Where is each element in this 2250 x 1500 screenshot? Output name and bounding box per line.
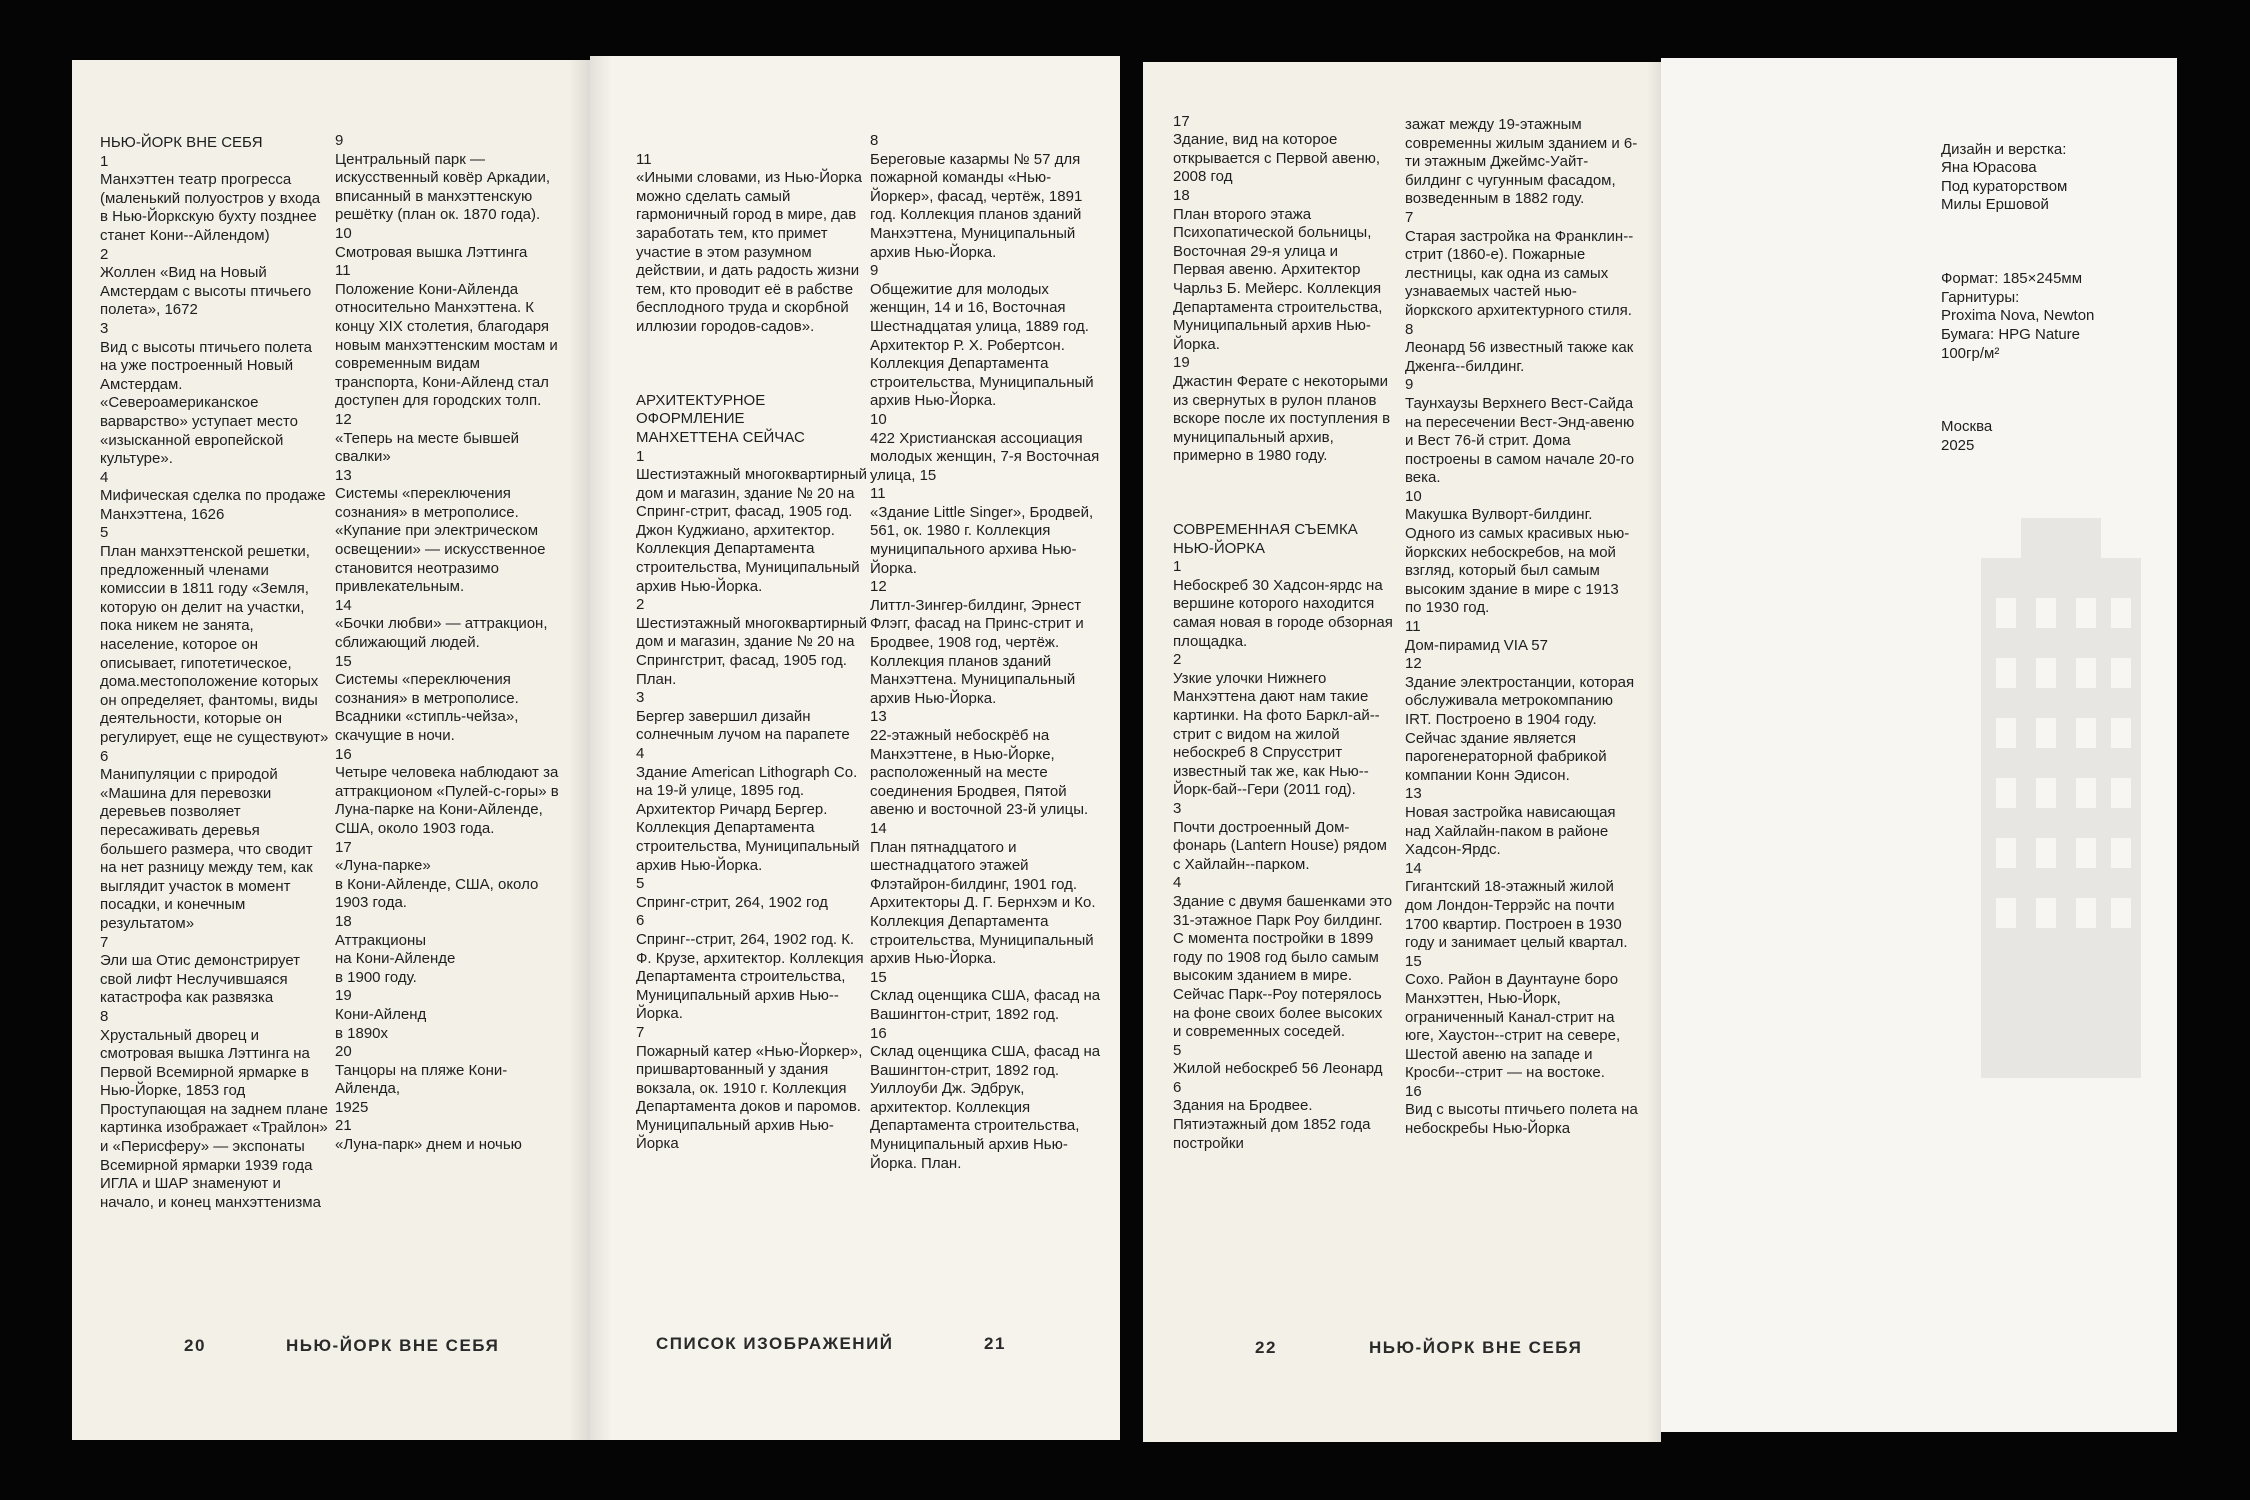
- faded-building-image: [1961, 518, 2161, 1078]
- colophon-design: Дизайн и верстка: Яна Юрасова Под кураторством Милы Ершовой: [1941, 140, 2068, 214]
- colophon-text: [1941, 122, 2161, 474]
- page-22-captions: 17 Здание, вид на которое открывается с Первой авеню, 2008 год 18 План второго этажа Психопатической больницы, Восточная 29-я улица и Первая авеню. Архитектор Чарльз Б. Мейерс. Коллекция Департамента строительства, Муниципальный архив Нью-Йорка. 19 Джастин Ферате с некоторыми из свернутых в рулон планов вскоре после их поступления в муниципальный архив, примерно в 1980 году.: [1173, 112, 1391, 465]
- page-22-column-1: [1173, 94, 1393, 1172]
- page-21: [590, 56, 1120, 1440]
- running-title-21: СПИСОК ИЗОБРАЖЕНИЙ: [656, 1334, 894, 1353]
- page-22-column-2: зажат между 19-этажным современны жилым зданием и 6-ти этажным Джеймс-Уайт-билдинг с чугунным фасадом, возведенным в 1882 году. 7 Старая застройка на Франклин--стрит (1860-е). Пожарные лестницы, как одна из самых узнаваемых частей нью-йоркского архитектурного стиля. 8 Леонард 56 известный также как Дженга--билдинг. 9 Таунхаузы Верхнего Вест-Сайда на пересечении Вест-Энд-авеню и Вест 76-й стрит. Дома построены в самом начале 20-го века. 10 Макушка Вулворт-билдинг. Одного из самых красивых нью-йоркских небоскребов, на мой взгляд, который был самым высоким здание в мире с 1913 по 1930 год. 11 Дом-пирамид VIA 57 12 Здание электростанции, которая обслуживала метрокомпанию IRT. Построено в 1904 году. Сейчас здание является парогенераторной фабрикой компании Конн Эдисон. 13 Новая застройка нависающая над Хайлайн-паком в районе Хадсон-Ярдс. 14 Гигантский 18-этажный жилой дом Лондон-Террэйс на почти 1700 квартир. Построен в 1930 году и занимает целый квартал. 15 Сохо. Район в Даунтауне боро Манхэттен, Нью-Йорк, ограниченный Канал-стрит на юге, Хаустон--стрит на севере, Шестой авеню на западе и Кросби--стрит — на востоке. 16 Вид с высоты птичьего полета на небоскребы Нью-Йорка: [1405, 116, 1638, 1138]
- page-number-20: 20: [184, 1336, 206, 1355]
- page-20: [72, 60, 590, 1440]
- colophon-specs: Формат: 185×245мм Гарнитуры: Proxima Nova, Newton Бумага: HPG Nature 100гр/м²: [1941, 270, 2095, 362]
- running-title-22: НЬЮ-ЙОРК ВНЕ СЕБЯ: [1369, 1338, 1583, 1357]
- running-title-20: НЬЮ-ЙОРК ВНЕ СЕБЯ: [286, 1336, 500, 1355]
- page-number-22: 22: [1255, 1338, 1277, 1357]
- page-20-column-2: 9 Центральный парк — искусственный ковёр Аркадии, вписанный в манхэттенскую решётку (план ок. 1870 года). 10 Смотровая вышка Лэттинга 11 Положение Кони-Айленда относительно Манхэттена. К концу XIX столетия, благодаря новым манхэттенским мостам и современным видам транспорта, Кони-Айленд стал доступен для городских толп. 12 «Теперь на месте бывшей свалки» 13 Системы «переключения сознания» в метрополисе. «Купание при электрическом освещении» — искусственное становится неотразимо привлекательным. 14 «Бочки любви» — аттракцион, сближающий людей. 15 Системы «переключения сознания» в метрополисе. Всадники «стипль-чейза», скачущие в ночи. 16 Четыре человека наблюдают за аттракционом «Пулей-с-горы» в Луна-парке на Кони-Айленде, США, около 1903 года. 17 «Луна-парке» в Кони-Айленде, США, около 1903 года. 18 Аттракционы на Кони-Айленде в 1900 году. 19 Кони-Айленд в 1890х 20 Танцоры на пляже Кони-Айленда, 1925 21 «Луна-парк» днем и ночью: [335, 132, 559, 1154]
- page-21-quote: 11 «Иными словами, из Нью-Йорка можно сделать самый гармоничный город в мире, дав заработать тем, кто примет участие в этом разумном действии, и дать радость жизни тем, кто проводит её в рабстве бесплодного труда и скорбной иллюзии городов-садов».: [636, 150, 862, 335]
- page-21-architecture-section: АРХИТЕКТУРНОЕ ОФОРМЛЕНИЕ МАНХЕТТЕНА СЕЙЧАС 1 Шестиэтажный многоквартирный дом и магазин, здание № 20 на Спринг-стрит, фасад, 1905 год. Джон Куджиано, архитектор. Коллекция Департамента строительства, Муниципальный архив Нью-Йорка. 2 Шестиэтажный многоквартирный дом и магазин, здание № 20 на Спрингстрит, фасад, 1905 год. План. 3 Бергер завершил дизайн солнечным лучом на парапете 4 Здание American Lithograph Co. на 19-й улице, 1895 год. Архитектор Ричард Бергер. Коллекция Департамента строительства, Муниципальный архив Нью-Йорка. 5 Спринг-стрит, 264, 1902 год 6 Спринг--стрит, 264, 1902 год. К. Ф. Крузе, архитектор. Коллекция Департамента строительства, Муниципальный архив Нью--Йорка. 7 Пожарный катер «Нью-Йоркер», пришвартованный у здания вокзала, ок. 1910 г. Коллекция Департамента доков и паромов. Муниципальный архив Нью-Йорка: [636, 391, 868, 1153]
- page-21-column-1: [636, 132, 868, 1173]
- section-gap: [1941, 234, 2161, 252]
- colophon-place: Москва 2025: [1941, 418, 1993, 454]
- page-21-column-2: 8 Береговые казармы № 57 для пожарной команды «Нью-Йоркер», фасад, чертёж, 1891 год. Коллекция планов зданий Манхэттена, Муниципальный архив Нью-Йорка. 9 Общежитие для молодых женщин, 14 и 16, Восточная Шестнадцатая улица, 1889 год. Архитектор Р. Х. Робертсон. Коллекция Департамента строительства, Муниципальный архив Нью-Йорка. 10 422 Христианская ассоциация молодых женщин, 7-я Восточная улица, 15 11 «Здание Little Singer», Бродвей, 561, ок. 1980 г. Коллекция муниципального архива Нью-Йорка. 12 Литтл-Зингер-билдинг, Эрнест Флэгг, фасад на Принс-стрит и Бродвее, 1908 год, чертёж. Коллекция планов зданий Манхэттена. Муниципальный архив Нью-Йорка. 13 22-этажный небоскрёб на Манхэттене, в Нью-Йорке, расположенный на месте соединения Бродвея, Пятой авеню и восточной 23-й улицы. 14 План пятнадцатого и шестнадцатого этажей Флэтайрон-билдинг, 1901 год. Архитекторы Д. Г. Бернхэм и Ко. Коллекция Департамента строительства, Муниципальный архив Нью-Йорка. 15 Склад оценщика США, фасад на Вашингтон-стрит, 1892 год. 16 Склад оценщика США, фасад на Вашингтон-стрит, 1892 год. Уиллоуби Дж. Эдбрук, архитектор. Коллекция Департамента строительства, Муниципальный архив Нью-Йорка. План.: [870, 132, 1101, 1172]
- section-gap: [636, 355, 868, 373]
- page-number-21: 21: [984, 1334, 1006, 1353]
- section-gap: [1173, 484, 1393, 502]
- page-22-modern-section: СОВРЕМЕННАЯ СЪЕМКА НЬЮ-ЙОРКА 1 Небоскреб 30 Хадсон-ярдс на вершине которого находится самая новая в городе обзорная площадка. 2 Узкие улочки Нижнего Манхэттена дают нам такие картинки. На фото Баркл-ай--стрит с видом на жилой небоскреб 8 Спрусстрит известный так же, как Нью--Йорк-бай--Гери (2011 год). 3 Почти достроенный Дом-фонарь (Lantern House) рядом с Хайлайн--парком. 4 Здание с двумя башенками это 31-этажное Парк Роу билдинг. С момента постройки в 1899 году по 1908 год было самым высоким зданием в мире. Сейчас Парк--Роу потерялось на фоне своих более высоких и современных соседей. 5 Жилой небоскреб 56 Леонард 6 Здания на Бродвее. Пятиэтажный дом 1852 года постройки: [1173, 521, 1393, 1152]
- colophon-page: [1661, 58, 2177, 1432]
- section-gap: [1941, 382, 2161, 400]
- page-20-column-1: НЬЮ-ЙОРК ВНЕ СЕБЯ 1 Манхэттен театр прогресса (маленький полуостров у входа в Нью-Йоркскую бухту позднее станет Кони--Айлендом) 2 Жоллен «Вид на Новый Амстердам с высоты птичьего полета», 1672 3 Вид с высоты птичьего полета на уже построенный Новый Амстердам. «Североамериканское варварство» уступает место «изысканной европейской культуре». 4 Мифическая сделка по продаже Манхэттена, 1626 5 План манхэттенской решетки, предложенный членами комиссии в 1811 году «Земля, которую он делит на участки, пока никем не занята, население, которое он описывает, гипотетическое, дома.местоположение которых он определяет, фантомы, виды деятельности, которые он регулирует, еще не существуют» 6 Манипуляции с природой «Машина для перевозки деревьев позволяет пересаживать деревья большего размера, что сводит на нет разницу между тем, как выглядит участок в момент посадки, и конечным результатом» 7 Эли ша Отис демонстрирует свой лифт Неслучившаяся катастрофа как развязка 8 Хрустальный дворец и смотровая вышка Лэттинга на Первой Всемирной ярмарке в Нью-Йорке, 1853 год Проступающая на заднем плане картинка изображает «Трайлон» и «Перисферу» — экспонаты Всемирной ярмарки 1939 года ИГЛА и ШАР знаменуют и начало, и конец манхэттенизма: [100, 134, 329, 1211]
- page-22: [1143, 62, 1661, 1442]
